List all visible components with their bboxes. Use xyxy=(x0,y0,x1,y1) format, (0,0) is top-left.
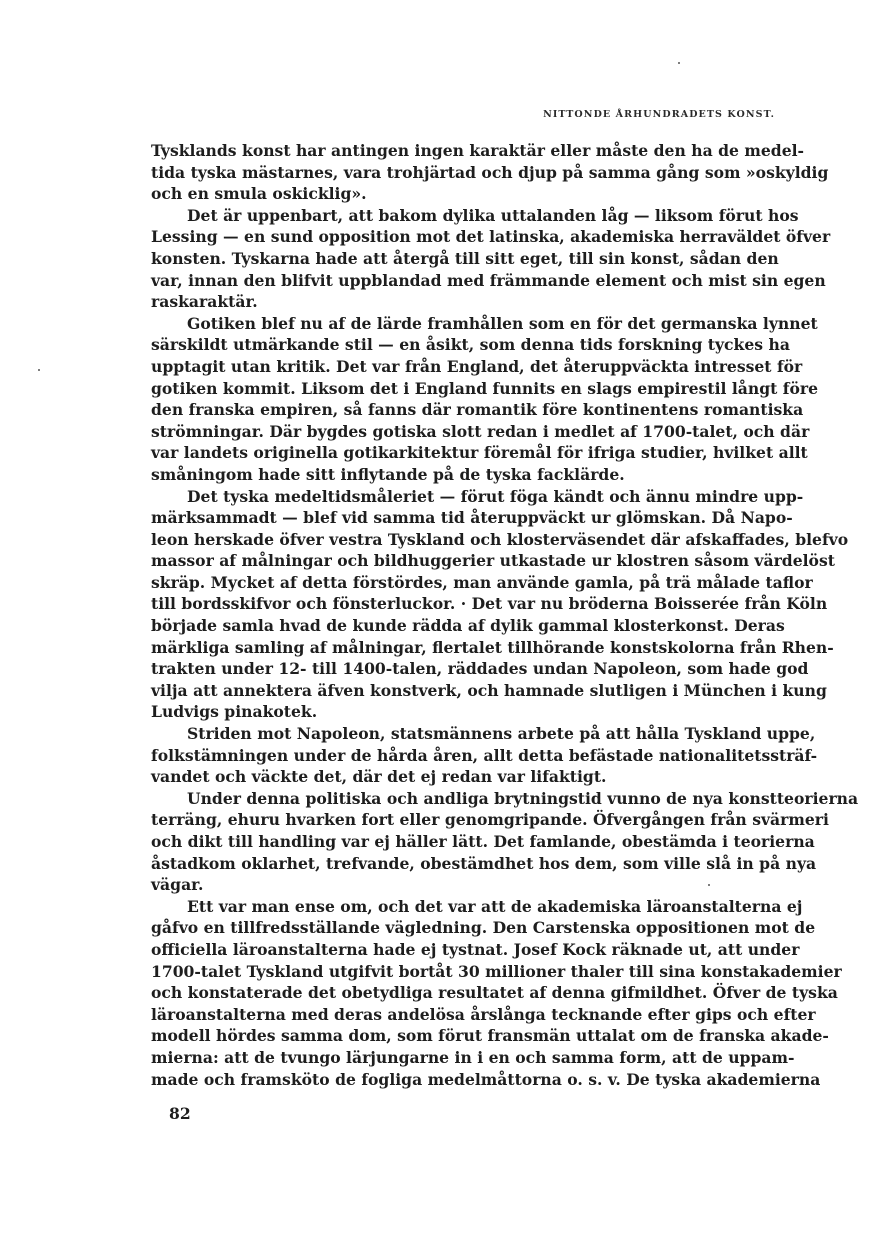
text-line: var landets originella gotikarkitektur föremål för ifriga studier, hvilket allt xyxy=(151,443,808,463)
text-line: mierna: att de tvungo lärjungarne in i en och samma form, att de uppam- xyxy=(151,1047,795,1067)
text-line: märkliga samling af målningar, flertalet tillhörande konstskolorna från Rhen- xyxy=(151,637,834,657)
text-line: och en smula oskicklig». xyxy=(151,184,367,204)
text-line: Ett var man ense om, och det var att de akademiska läroanstalterna ej xyxy=(187,896,803,916)
text-line: strömningar. Där bygdes gotiska slott redan i medlet af 1700-talet, och där xyxy=(151,421,810,441)
text-line: modell hördes samma dom, som förut fransmän uttalat om de franska akade- xyxy=(151,1026,829,1046)
scan-speck xyxy=(708,884,710,886)
text-line: konsten. Tyskarna hade att återgå till sitt eget, till sin konst, sådan den xyxy=(151,248,779,268)
running-head: NITTONDE ÅRHUNDRADETS KONST. xyxy=(543,109,775,120)
text-line: massor af målningar och bildhuggerier utkastade ur klostren såsom värdelöst xyxy=(151,551,835,571)
text-line: raskaraktär. xyxy=(151,292,258,312)
text-line: 1700-talet Tyskland utgifvit bortåt 30 millioner thaler till sina konstakademier xyxy=(151,961,842,981)
text-line: började samla hvad de kunde rädda af dylik gammal klosterkonst. Deras xyxy=(151,616,785,636)
text-line: Tysklands konst har antingen ingen karaktär eller måste den ha de medel- xyxy=(151,141,805,160)
body-text xyxy=(151,140,859,1090)
text-line: åstadkom oklarhet, trefvande, obestämdhet hos dem, som ville slå in på nya xyxy=(151,853,817,873)
text-line: märksammadt — blef vid samma tid återuppväckt ur glömskan. Då Napo- xyxy=(151,508,793,528)
text-line: läroanstalterna med deras andelösa årslånga tecknande efter gips och efter xyxy=(151,1004,816,1024)
text-line: gåfvo en tillfredsställande vägledning. Den Carstenska oppositionen mot de xyxy=(151,918,816,938)
text-line: och konstaterade det obetydliga resultatet af denna gifmildhet. Öfver de tyska xyxy=(151,983,838,1003)
text-line: folkstämningen under de hårda åren, allt detta befästade nationalitetssträf- xyxy=(151,745,818,765)
text-line: småningom hade sitt inflytande på de tyska facklärde. xyxy=(151,464,625,484)
text-line: Under denna politiska och andliga brytningstid vunno de nya konstteorierna xyxy=(187,788,859,808)
text-line: skräp. Mycket af detta förstördes, man använde gamla, på trä målade taflor xyxy=(151,572,813,592)
text-line: Lessing — en sund opposition mot det latinska, akademiska herraväldet öfver xyxy=(151,227,831,247)
text-line: Striden mot Napoleon, statsmännens arbete på att hålla Tyskland uppe, xyxy=(187,724,816,744)
text-line: vägar. xyxy=(151,875,204,895)
text-line: Gotiken blef nu af de lärde framhållen som en för det germanska lynnet xyxy=(187,313,818,333)
text-line: den franska empiren, så fanns där romantik före kontinentens romantiska xyxy=(151,400,804,420)
text-line: till bordsskifvor och fönsterluckor. · Det var nu bröderna Boisserée från Köln xyxy=(151,594,828,614)
text-line: särskildt utmärkande stil — en åsikt, som denna tids forskning tyckes ha xyxy=(151,335,790,355)
page-number: 82 xyxy=(169,1104,191,1123)
text-line: made och framsköto de fogliga medelmåttorna o. s. v. De tyska akademierna xyxy=(151,1069,821,1089)
scan-speck xyxy=(38,369,40,371)
text-line: upptagit utan kritik. Det var från England, det återuppväckta intresset för xyxy=(151,356,803,376)
text-line: Ludvigs pinakotek. xyxy=(151,702,318,722)
text-line: vilja att annektera äfven konstverk, och hamnade slutligen i München i kung xyxy=(151,680,827,700)
scan-speck xyxy=(678,62,680,64)
text-line: trakten under 12- till 1400-talen, räddades undan Napoleon, som hade god xyxy=(151,659,809,679)
text-line: tida tyska mästarnes, vara trohjärtad och djup på samma gång som »oskyldig xyxy=(151,162,829,182)
text-line: officiella läroanstalterna hade ej tystnat. Josef Kock räknade ut, att under xyxy=(151,939,800,959)
text-line: Det tyska medeltidsmåleriet — förut föga kändt och ännu mindre upp- xyxy=(187,486,804,506)
text-line: gotiken kommit. Liksom det i England funnits en slags empirestil långt före xyxy=(151,378,818,398)
text-line: vandet och väckte det, där det ej redan var lifaktigt. xyxy=(151,767,607,787)
text-line: var, innan den blifvit uppblandad med främmande element och mist sin egen xyxy=(151,270,826,290)
text-line: leon herskade öfver vestra Tyskland och klosterväsendet där afskaffades, blefvo xyxy=(151,529,849,549)
text-line: och dikt till handling var ej häller lätt. Det famlande, obestämda i teorierna xyxy=(151,832,815,851)
text-line: terräng, ehuru hvarken fort eller genomgripande. Öfvergången från svärmeri xyxy=(151,810,829,830)
text-line: Det är uppenbart, att bakom dylika uttalanden låg — liksom förut hos xyxy=(187,205,799,225)
